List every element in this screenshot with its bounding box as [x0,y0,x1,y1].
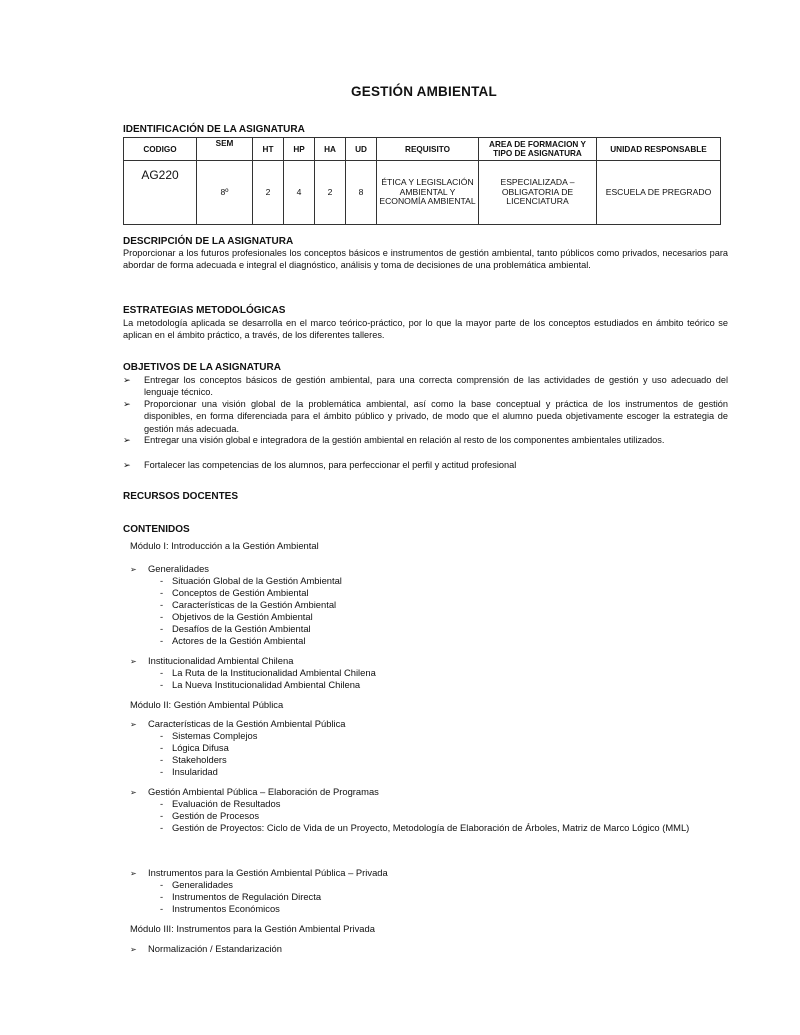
modulo-2-title: Módulo II: Gestión Ambiental Pública [130,699,284,710]
cell-hp: 4 [284,161,315,225]
list-item: - Conceptos de Gestión Ambiental [160,587,309,598]
cell-codigo: AG220 [124,161,197,225]
cell-ht: 2 [253,161,284,225]
arrow-bullet-icon: ➢ [130,565,137,574]
list-item: - Desafíos de la Gestión Ambiental [160,623,311,634]
objetivo-text: Fortalecer las competencias de los alumnos, para perfeccionar el perfil y actitud profesional [144,460,517,470]
objetivo-text: Entregar los conceptos básicos de gestión ambiental, para una correcta comprensión de las actividades de gestión y uso adecuado del lenguaje técnico. [144,375,728,398]
list-item: - La Ruta de la Institucionalidad Ambiental Chilena [160,667,376,678]
list-item: - La Nueva Institucionalidad Ambiental Chilena [160,679,361,690]
list-item: - Características de la Gestión Ambiental [160,599,337,610]
topic-label: Generalidades [148,563,209,574]
header-ht: HT [253,138,284,161]
topic-label: Instrumentos para la Gestión Ambiental Pública – Privada [148,867,388,878]
list-item: - Gestión de Procesos [160,810,260,821]
objetivo-text: Entregar una visión global e integradora de la gestión ambiental en relación al resto de los componentes ambientales utilizados. [144,435,665,445]
modulo-3-title: Módulo III: Instrumentos para la Gestión Ambiental Privada [130,923,375,934]
list-item: - Evaluación de Resultados [160,798,281,809]
cell-unidad: ESCUELA DE PREGRADO [597,161,721,225]
list-item: - Gestión de Proyectos: Ciclo de Vida de un Proyecto, Metodología de Elaboración de Árboles, Matriz de Marco Lógico (MML) [160,822,690,833]
objetivo-item [123,434,728,446]
list-item: - Generalidades [160,879,233,890]
topic-label: Características de la Gestión Ambiental Pública [148,718,346,729]
list-item: - Insularidad [160,766,218,777]
arrow-bullet-icon: ➢ [130,869,137,878]
recursos-heading: RECURSOS DOCENTES [123,491,239,502]
header-requisito: REQUISITO [377,138,479,161]
estrategias-text: La metodología aplicada se desarrolla en el marco teórico-práctico, por lo que la mayor parte de los conceptos estudiados en ámbito teórico se aplican en el ámbito práctico, a través, de los diferentes talleres. [123,318,728,341]
page-title: GESTIÓN AMBIENTAL [351,84,497,99]
arrow-bullet-icon: ➢ [123,435,131,445]
contenidos-heading: CONTENIDOS [123,524,190,535]
topic-label: Gestión Ambiental Pública – Elaboración de Programas [148,786,379,797]
arrow-bullet-icon: ➢ [123,375,131,385]
table-row [124,161,721,225]
header-sem: SEM [197,138,253,161]
list-item: - Objetivos de la Gestión Ambiental [160,611,313,622]
objetivo-item [123,459,728,471]
objetivo-item [123,374,728,399]
objetivos-heading: OBJETIVOS DE LA ASIGNATURA [123,362,281,373]
list-item: - Situación Global de la Gestión Ambiental [160,575,342,586]
list-item: - Lógica Difusa [160,742,229,753]
identificacion-table [123,137,721,225]
cell-ud: 8 [346,161,377,225]
arrow-bullet-icon: ➢ [123,399,131,409]
header-ud: UD [346,138,377,161]
topic-label: Institucionalidad Ambiental Chilena [148,655,294,666]
topic-label: Normalización / Estandarización [148,943,282,954]
estrategias-heading: ESTRATEGIAS METODOLÓGICAS [123,305,286,316]
cell-ha: 2 [315,161,346,225]
topic-normalizacion [130,943,282,956]
descripcion-text: Proporcionar a los futuros profesionales los conceptos básicos e instrumentos de gestión ambiental, tanto públicos como privados, necesarios para abordar de forma adecuada e integral el diagnóstico, análisis y toma de decisiones de una problemática ambiental. [123,248,728,271]
header-ha: HA [315,138,346,161]
list-item: - Stakeholders [160,754,227,765]
header-unidad: UNIDAD RESPONSABLE [597,138,721,161]
header-codigo: CODIGO [124,138,197,161]
list-item: - Instrumentos Económicos [160,903,280,914]
cell-area: ESPECIALIZADA – OBLIGATORIA DE LICENCIATURA [479,161,597,225]
table-header-row [124,138,721,161]
cell-sem: 8º [197,161,253,225]
identificacion-heading: IDENTIFICACIÓN DE LA ASIGNATURA [123,124,305,135]
list-item: - Sistemas Complejos [160,730,258,741]
arrow-bullet-icon: ➢ [130,788,137,797]
header-area: AREA DE FORMACION Y TIPO DE ASIGNATURA [479,138,597,161]
arrow-bullet-icon: ➢ [130,720,137,729]
arrow-bullet-icon: ➢ [123,460,131,470]
modulo-1-title: Módulo I: Introducción a la Gestión Ambiental [130,540,319,551]
list-item: - Instrumentos de Regulación Directa [160,891,322,902]
objetivo-item [123,398,728,435]
arrow-bullet-icon: ➢ [130,945,137,954]
descripcion-heading: DESCRIPCIÓN DE LA ASIGNATURA [123,236,294,247]
header-hp: HP [284,138,315,161]
list-item: - Actores de la Gestión Ambiental [160,635,306,646]
objetivo-text: Proporcionar una visión global de la problemática ambiental, así como la base conceptual y práctica de los instrumentos de gestión disponibles, en forma diferenciada para el ámbito público y privado, de modo que el alumno pueda objetivamente escoger la estrategia de gestión más adecuada. [144,399,728,434]
cell-requisito: ÉTICA Y LEGISLACIÓN AMBIENTAL Y ECONOMÍA AMBIENTAL [377,161,479,225]
arrow-bullet-icon: ➢ [130,657,137,666]
